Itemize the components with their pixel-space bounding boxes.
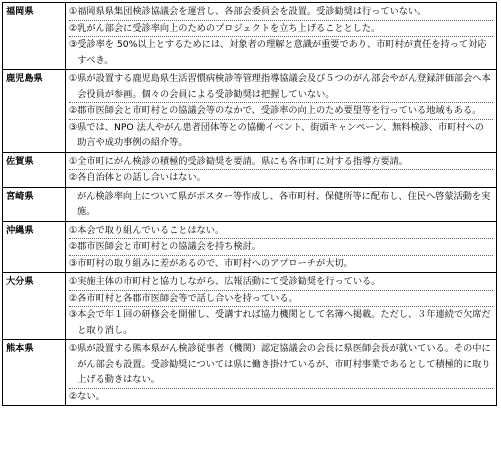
- prefecture-cell: 熊本県: [3, 340, 66, 406]
- prefecture-cell: 鹿児島県: [3, 70, 66, 153]
- item-text: ない。: [77, 390, 105, 402]
- item-text: 郡市医師会と市町村との協議会等のなかで、受診率の向上のため要望等を行っている地域もある。: [77, 105, 482, 116]
- item-text: 乳がん部会に受診率向上のためのプロジェクトを立ち上げることとした。: [77, 22, 381, 34]
- response-cell: [66, 340, 497, 406]
- item-text: 本会で取り組んでいることはない。: [77, 224, 225, 236]
- survey-table-body: [3, 3, 497, 406]
- item-number: ①: [69, 224, 78, 236]
- response-item: [69, 389, 493, 405]
- response-item: [69, 256, 493, 272]
- table-row: [3, 3, 497, 70]
- response-item: [69, 103, 493, 120]
- item-number: ①: [69, 6, 78, 17]
- table-row: [3, 221, 497, 273]
- item-text: 県が設置する熊本県がん検診従事者（機関）認定協議会の会長に県医師会長が就いている。その中にがん部会も設置。受診勧奨については県に働き掛けているが、市町村事業であるとして積極的に取り上げる動きはない。: [77, 343, 491, 385]
- prefecture-cell: 福岡県: [3, 3, 66, 70]
- response-item: [69, 274, 493, 291]
- item-text: がん検診率向上について県がポスター等作成し、各市町村、保健所等に配布し、住民へ啓蒙活動を実施。: [77, 190, 491, 217]
- response-cell: [66, 3, 497, 70]
- prefecture-cell: 大分県: [3, 273, 66, 340]
- table-row: [3, 340, 497, 406]
- item-text: 福岡県県集団検診協議会を運営し、各部会委員会を設置。受診勧奨は行っていない。: [77, 6, 427, 17]
- item-text: 受診率を 50%以上とするためには、対象者の理解と意識が重要であり、市町村が責任を持って対応すべき。: [77, 39, 487, 66]
- item-number: ①: [69, 73, 78, 84]
- response-item: [69, 223, 493, 240]
- prefecture-cell: 宮崎県: [3, 187, 66, 221]
- response-cell: [66, 187, 497, 221]
- response-item: [69, 4, 493, 21]
- item-number: ②: [69, 241, 78, 252]
- response-item: [69, 291, 493, 308]
- response-item: [69, 307, 493, 338]
- item-text: 市町村の取り組みに差があるので、市町村へのアプローチが大切。: [77, 257, 353, 269]
- response-item: [69, 239, 493, 256]
- item-number: ③: [69, 121, 78, 133]
- item-text: 県では、NPO 法人やがん患者団体等との協働イベント、街頭キャンペーン、無料検診、市町村への助言や成功事例の紹介等。: [77, 121, 484, 148]
- response-cell: [66, 152, 497, 187]
- prefecture-cell: 佐賀県: [3, 152, 66, 187]
- item-text: 県が設置する鹿児島県生活習慣病検診等管理指導協議会及び５つのがん部会やがん登録評価部会へ本会役員が参画。個々の会員による受診勧奨は把握していない。: [77, 73, 491, 100]
- item-text: 各自治体との話し合いはない。: [77, 172, 206, 183]
- response-item: [69, 189, 493, 220]
- response-item: [69, 341, 493, 389]
- table-row: [3, 152, 497, 187]
- item-number: ③: [69, 309, 78, 320]
- item-number: ③: [69, 257, 78, 269]
- item-number: ②: [69, 105, 78, 116]
- table-row: [3, 187, 497, 221]
- item-number: ②: [69, 390, 78, 402]
- item-number: ①: [69, 276, 78, 287]
- item-text: 本会で年１回の研修会を開催し、受講すれば協力機関として名簿へ掲載。ただし、３年連続で欠席だと取り消し。: [77, 309, 491, 336]
- survey-table: [2, 2, 497, 406]
- response-item: [69, 71, 493, 103]
- item-text: 郡市医師会と市町村との協議会を持ち検討。: [77, 241, 261, 252]
- response-item: [69, 120, 493, 151]
- item-number: ②: [69, 172, 78, 183]
- table-row: [3, 273, 497, 340]
- item-text: 各市町村と各郡市医師会等で話し合いを持っている。: [77, 292, 298, 304]
- item-number: ③: [69, 39, 78, 50]
- response-cell: [66, 70, 497, 153]
- document-page: [2, 2, 497, 406]
- item-number: ②: [69, 22, 78, 34]
- item-text: 実施主体の市町村と協力しながら、広報活動にて受診勧奨を行っている。: [77, 276, 381, 287]
- response-cell: [66, 273, 497, 340]
- item-number: ①: [69, 343, 78, 354]
- response-item: [69, 170, 493, 186]
- response-item: [69, 154, 493, 171]
- item-text: 全市町にがん検診の積極的受診勧奨を要請。県にも各市町に対する指導方要請。: [77, 155, 408, 167]
- response-item: [69, 37, 493, 68]
- item-number: ①: [69, 155, 78, 167]
- prefecture-cell: 沖縄県: [3, 221, 66, 273]
- table-row: [3, 70, 497, 153]
- response-cell: [66, 221, 497, 273]
- item-number: ②: [69, 292, 78, 304]
- response-item: [69, 21, 493, 38]
